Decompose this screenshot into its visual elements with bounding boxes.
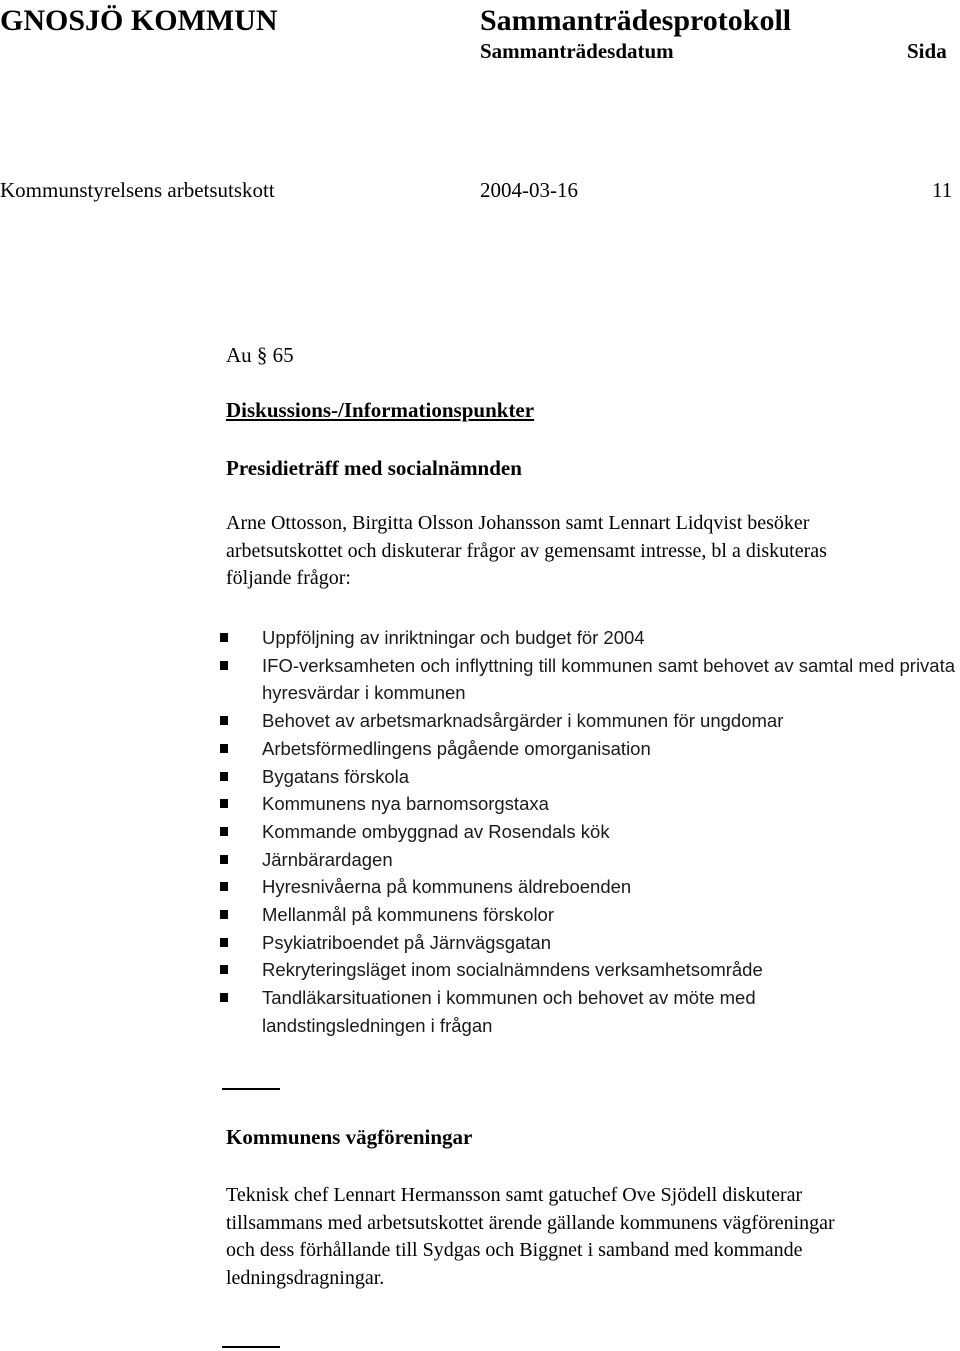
list-item: Järnbärardagen xyxy=(220,846,960,874)
list-item: Hyresnivåerna på kommunens äldreboenden xyxy=(220,873,960,901)
bullet-square-icon xyxy=(220,910,228,919)
separator-rule xyxy=(222,1088,280,1090)
page-number: 11 xyxy=(932,178,953,202)
section2-paragraph xyxy=(226,1182,835,1292)
list-item: Psykiatriboendet på Järnvägsgatan xyxy=(220,929,960,957)
bullet-square-icon xyxy=(220,993,228,1002)
list-item: Tandläkarsituationen i kommunen och behovet av möte med landstingsledningen i frågan xyxy=(220,984,882,1039)
bullet-square-icon xyxy=(220,799,228,808)
bullet-square-icon xyxy=(220,661,228,670)
list-item: Arbetsförmedlingens pågående omorganisation xyxy=(220,735,960,763)
body-line: och dess förhållande till Sydgas och Biggnet i samband med kommande xyxy=(226,1239,803,1261)
separator-rule xyxy=(222,1346,280,1348)
bullet-square-icon xyxy=(220,744,228,753)
topic-list xyxy=(220,624,960,1040)
page-label: Sida xyxy=(907,39,947,63)
section2-heading: Kommunens vägföreningar xyxy=(226,1125,473,1149)
list-item: Kommunens nya barnomsorgstaxa xyxy=(220,790,960,818)
body-line: Teknisk chef Lennart Hermansson samt gatuchef Ove Sjödell diskuterar xyxy=(226,1184,803,1206)
list-item: Behovet av arbetsmarknadsårgärder i kommunen för ungdomar xyxy=(220,707,960,735)
bullet-square-icon xyxy=(220,965,228,974)
date-label: Sammanträdesdatum xyxy=(480,39,674,63)
paragraph-id: Au § 65 xyxy=(226,343,294,367)
list-item: Rekryteringsläget inom socialnämndens verksamhetsområde xyxy=(220,956,960,984)
committee-name: Kommunstyrelsens arbetsutskott xyxy=(0,178,275,202)
list-item: Kommande ombyggnad av Rosendals kök xyxy=(220,818,960,846)
list-item: Bygatans förskola xyxy=(220,763,960,791)
bullet-square-icon xyxy=(220,716,228,725)
meeting-date: 2004-03-16 xyxy=(480,178,578,202)
bullet-square-icon xyxy=(220,827,228,836)
doc-type: Sammanträdesprotokoll xyxy=(480,4,792,37)
intro-line: Arne Ottosson, Birgitta Olsson Johansson samt Lennart Lidqvist besöker xyxy=(226,512,810,534)
section-title: Diskussions-/Informationspunkter xyxy=(226,398,535,422)
bullet-square-icon xyxy=(220,882,228,891)
list-item: IFO-verksamheten och inflyttning till kommunen samt behovet av samtal med privata hyresvärdar i kommunen xyxy=(220,652,960,707)
intro-paragraph xyxy=(226,510,827,593)
org-name: GNOSJÖ KOMMUN xyxy=(0,4,278,37)
list-item: Uppföljning av inriktningar och budget för 2004 xyxy=(220,624,960,652)
section-subheading: Presidieträff med socialnämnden xyxy=(226,456,522,480)
bullet-square-icon xyxy=(220,633,228,642)
list-item: Mellanmål på kommunens förskolor xyxy=(220,901,960,929)
intro-line: följande frågor: xyxy=(226,567,351,589)
bullet-square-icon xyxy=(220,855,228,864)
bullet-square-icon xyxy=(220,772,228,781)
body-line: ledningsdragningar. xyxy=(226,1266,385,1289)
intro-line: arbetsutskottet och diskuterar frågor av gemensamt intresse, bl a diskuteras xyxy=(226,539,827,562)
body-line: tillsammans med arbetsutskottet ärende gällande kommunens vägföreningar xyxy=(226,1211,835,1234)
bullet-square-icon xyxy=(220,938,228,947)
